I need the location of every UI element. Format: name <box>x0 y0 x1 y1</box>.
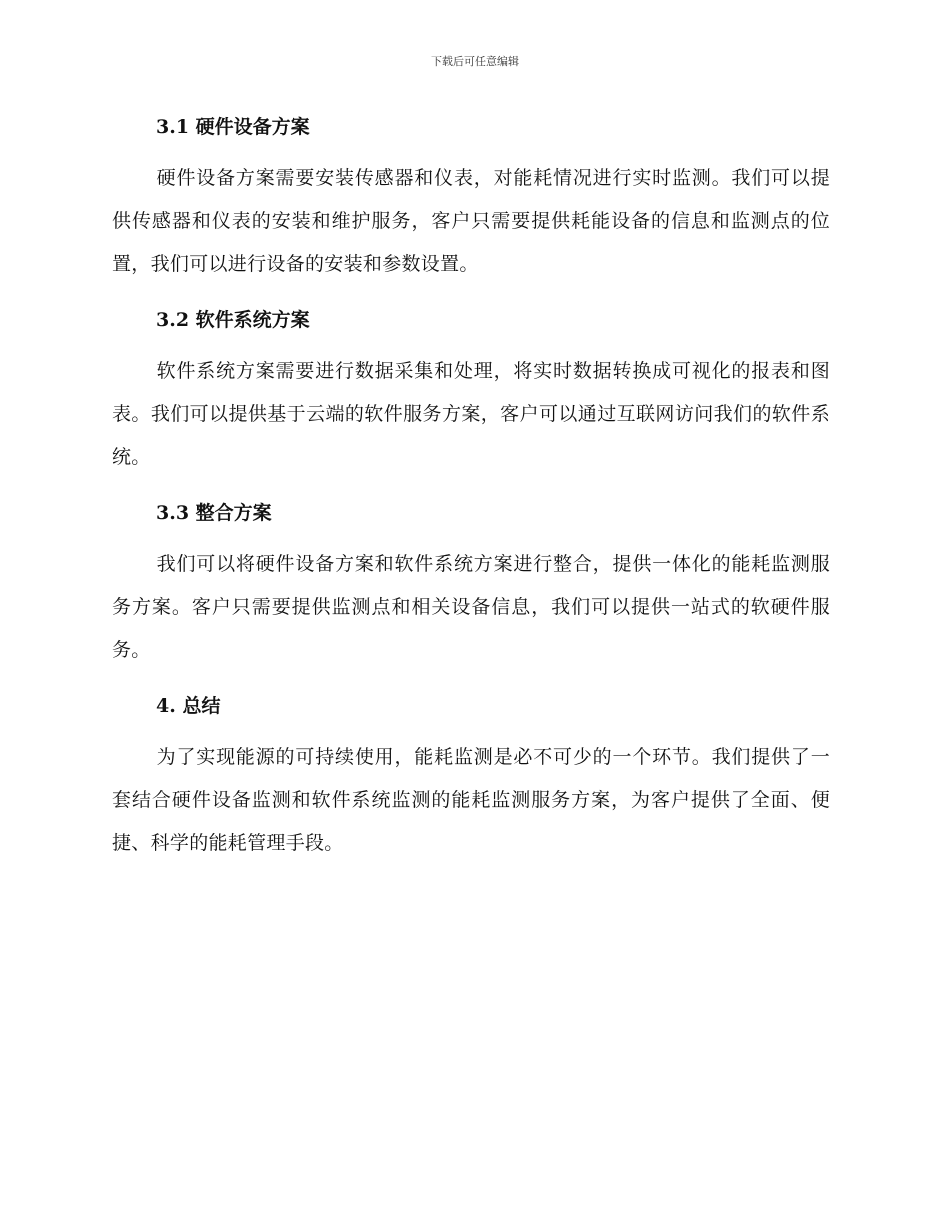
section-hardware-plan <box>112 108 830 286</box>
section-heading: 3.3 整合方案 <box>156 502 272 524</box>
section-heading: 3.2 软件系统方案 <box>156 309 310 331</box>
document-content <box>112 108 830 880</box>
section-software-plan <box>112 301 830 479</box>
section-integration-plan <box>112 494 830 672</box>
section-paragraph: 软件系统方案需要进行数据采集和处理，将实时数据转换成可视化的报表和图表。我们可以提供基于云端的软件服务方案，客户可以通过互联网访问我们的软件系统。 <box>112 360 830 468</box>
section-heading: 4. 总结 <box>156 695 221 717</box>
page-header: 下载后可任意编辑 <box>431 55 519 68</box>
section-heading: 3.1 硬件设备方案 <box>156 116 310 138</box>
section-summary <box>112 687 830 865</box>
section-paragraph: 硬件设备方案需要安装传感器和仪表，对能耗情况进行实时监测。我们可以提供传感器和仪表的安装和维护服务，客户只需要提供耗能设备的信息和监测点的位置，我们可以进行设备的安装和参数设置。 <box>112 167 830 275</box>
section-paragraph: 为了实现能源的可持续使用，能耗监测是必不可少的一个环节。我们提供了一套结合硬件设备监测和软件系统监测的能耗监测服务方案，为客户提供了全面、便捷、科学的能耗管理手段。 <box>112 746 830 854</box>
section-paragraph: 我们可以将硬件设备方案和软件系统方案进行整合，提供一体化的能耗监测服务方案。客户只需要提供监测点和相关设备信息，我们可以提供一站式的软硬件服务。 <box>112 553 830 661</box>
